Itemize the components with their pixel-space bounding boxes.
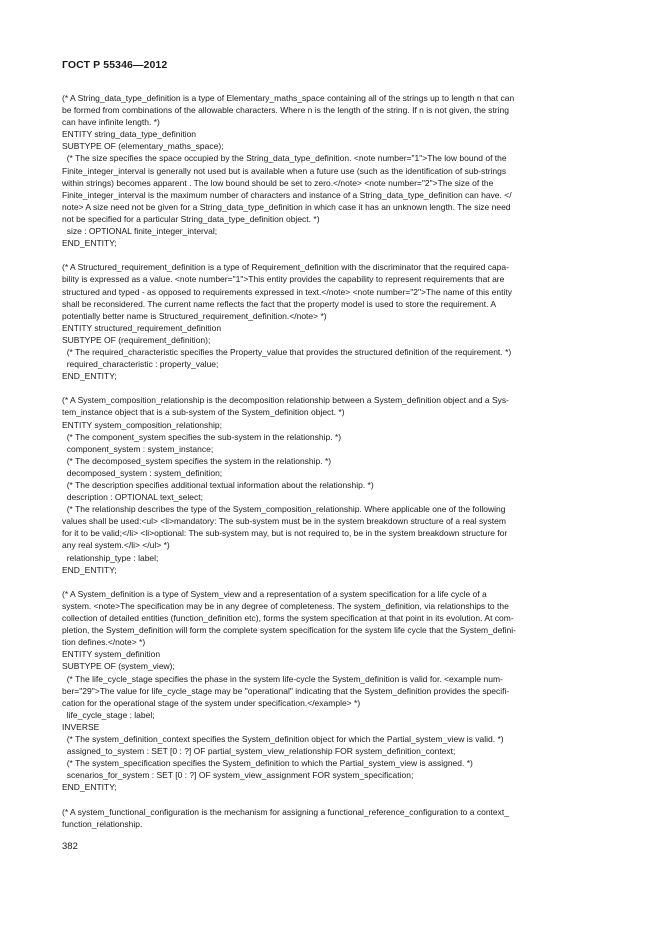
text-line: size : OPTIONAL finite_integer_interval;: [62, 226, 218, 237]
text-line: relationship_type : label;: [62, 552, 159, 563]
text-line: assigned_to_system : SET [0 : ?] OF partial_system_view_relationship FOR system_definition_context;: [62, 746, 456, 757]
text-line: bility is expressed as a value. <note number="1">This entity provides the capability to represent requirements that are: [62, 274, 505, 285]
text-line: END_ENTITY;: [62, 564, 117, 575]
text-line: system. <note>The specification may be in any degree of completeness. The system_definition, via relationships to the: [62, 600, 509, 611]
text-line: ber="29">The value for life_cycle_stage may be "operational" indicating that the System_definition provides the specifi-: [62, 685, 510, 696]
text-line: (* A System_definition is a type of System_view and a representation of a system specification for a life cycle of a: [62, 588, 487, 599]
page-number: 382: [62, 841, 78, 852]
document-header: ГОСТ Р 55346—2012: [62, 59, 168, 71]
text-line: SUBTYPE OF (elementary_maths_space);: [62, 141, 224, 152]
text-line: structured and typed - as opposed to requirements expressed in text.</note> <note number="2">The name of this entity: [62, 286, 512, 297]
text-line: for it to be valid;</li> <li>optional: The sub-system may, but is not required to, be in the system breakdown structure for: [62, 528, 508, 539]
text-line: values shall be used:<ul> <li>mandatory: The sub-system must be in the system breakdown structure of a real system: [62, 516, 506, 527]
text-line: life_cycle_stage : label;: [62, 709, 155, 720]
text-line: INVERSE: [62, 721, 100, 732]
text-line: (* The required_characteristic specifies the Property_value that provides the structured definition of the requirement. *): [62, 346, 512, 357]
text-line: Finite_integer_interval is generally not used but is available when a future use (such as the identification of sub-strings: [62, 165, 507, 176]
blank-line: [62, 382, 602, 394]
text-line: can have infinite length. *): [62, 117, 160, 128]
text-line: pletion, the System_definition will form the complete system specification for the system life cycle that the System_defini-: [62, 625, 517, 636]
text-line: scenarios_for_system : SET [0 : ?] OF system_view_assignment FOR system_specification;: [62, 770, 414, 781]
text-line: component_system : system_instance;: [62, 443, 214, 454]
text-line: not be specified for a particular String_data_type_definition object. *): [62, 213, 320, 224]
text-line: (* The system_specification specifies the System_definition to which the Partial_system_view is assigned. *): [62, 758, 473, 769]
text-line: ENTITY system_composition_relationship;: [62, 419, 222, 430]
text-line: tion defines.</note> *): [62, 637, 146, 648]
text-line: END_ENTITY;: [62, 782, 117, 793]
text-line: (* The size specifies the space occupied by the String_data_type_definition. <note number="1">The low bound of the: [62, 153, 507, 164]
text-line: shall be reconsidered. The current name reflects the fact that the property model is used to store the requirement. A: [62, 298, 497, 309]
text-line: tem_instance object that is a sub-system of the System_definition object. *): [62, 407, 345, 418]
text-line: SUBTYPE OF (requirement_definition);: [62, 334, 211, 345]
text-line: note> A size need not be given for a String_data_type_definition in which case it has an unknown length. The size need: [62, 201, 511, 212]
text-line: within strings) becomes apparent . The low bound should be set to zero.</note> <note number="2">The size of the: [62, 177, 494, 188]
text-line: decomposed_system : system_definition;: [62, 467, 223, 478]
text-line: END_ENTITY;: [62, 371, 117, 382]
blank-line: [62, 793, 602, 805]
blank-line: [62, 249, 602, 261]
text-line: required_characteristic : property_value;: [62, 359, 219, 370]
text-line: (* The decomposed_system specifies the system in the relationship. *): [62, 455, 332, 466]
document-body: [62, 92, 602, 830]
text-line: description : OPTIONAL text_select;: [62, 492, 203, 503]
text-line: (* The life_cycle_stage specifies the phase in the system life-cycle the System_definition is valid for. <example num-: [62, 673, 503, 684]
text-line: ENTITY structured_requirement_definition: [62, 322, 222, 333]
text-line: be formed from combinations of the allowable characters. Where n is the length of the string. If n is not given, the string: [62, 105, 509, 116]
text-line: Finite_integer_interval is the maximum number of characters and instance of a String_data_type_definition can have. </: [62, 189, 512, 200]
text-line: (* The description specifies additional textual information about the relationship. *): [62, 480, 374, 490]
text-line: SUBTYPE OF (system_view);: [62, 661, 175, 672]
text-line: ENTITY string_data_type_definition: [62, 129, 197, 140]
text-line: function_relationship.: [62, 818, 143, 829]
text-line: any real system.</li> </ul> *): [62, 540, 170, 551]
blank-line: [62, 576, 602, 588]
text-line: ENTITY system_definition: [62, 649, 161, 660]
text-line: collection of detailed entities (function_definition etc), forms the system specification at that point in its evolution. At com-: [62, 613, 514, 624]
text-line: (* A System_composition_relationship is the decomposition relationship between a System_definition object and a Sys-: [62, 395, 509, 406]
text-line: (* A Structured_requirement_definition is a type of Requirement_definition with the discriminator that the required capa-: [62, 262, 509, 273]
text-line: potentially better name is Structured_requirement_definition.</note> *): [62, 310, 327, 321]
text-line: cation for the operational stage of the system under specification.</example> *): [62, 697, 361, 708]
text-line: (* A system_functional_configuration is the mechanism for assigning a functional_reference_configuration to a context_: [62, 806, 509, 817]
text-line: (* The system_definition_context specifies the System_definition object for which the Partial_system_view is valid. *): [62, 733, 504, 744]
text-line: (* A String_data_type_definition is a type of Elementary_maths_space containing all of the strings up to length n that can: [62, 93, 515, 103]
text-line: (* The component_system specifies the sub-system in the relationship. *): [62, 431, 342, 442]
text-line: END_ENTITY;: [62, 238, 117, 249]
text-line: (* The relationship describes the type of the System_composition_relationship. Where applicable one of the following: [62, 504, 506, 515]
